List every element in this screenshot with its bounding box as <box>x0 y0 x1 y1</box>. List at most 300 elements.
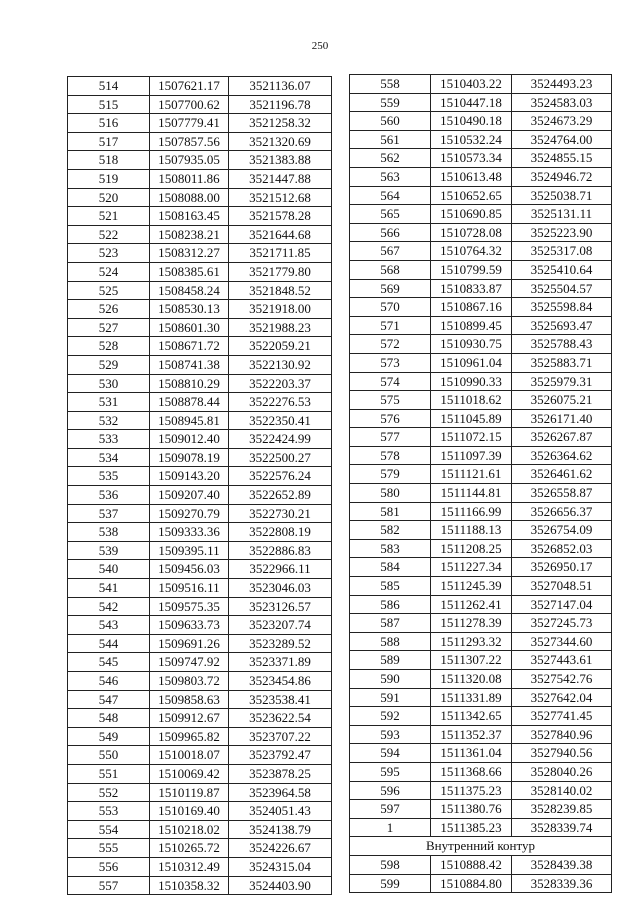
x-coordinate: 1508458.24 <box>150 281 229 300</box>
point-number: 557 <box>68 876 150 895</box>
x-coordinate: 1511045.89 <box>431 409 512 428</box>
y-coordinate: 3524403.90 <box>229 876 332 895</box>
table-row <box>350 372 612 391</box>
table-row <box>350 446 612 465</box>
point-number: 573 <box>350 353 431 372</box>
x-coordinate: 1509456.03 <box>150 560 229 579</box>
table-row <box>68 77 332 96</box>
y-coordinate: 3521779.80 <box>229 262 332 281</box>
x-coordinate: 1510899.45 <box>431 316 512 335</box>
y-coordinate: 3525317.08 <box>512 242 612 261</box>
x-coordinate: 1510403.22 <box>431 75 512 94</box>
table-row <box>68 653 332 672</box>
x-coordinate: 1508163.45 <box>150 207 229 226</box>
table-row <box>68 281 332 300</box>
point-number: 550 <box>68 746 150 765</box>
table-row <box>350 874 612 893</box>
x-coordinate: 1510961.04 <box>431 353 512 372</box>
table-row <box>350 800 612 819</box>
table-row <box>68 764 332 783</box>
y-coordinate: 3523046.03 <box>229 579 332 598</box>
x-coordinate: 1509078.19 <box>150 448 229 467</box>
point-number: 585 <box>350 577 431 596</box>
point-number: 576 <box>350 409 431 428</box>
table-row <box>68 448 332 467</box>
x-coordinate: 1511227.34 <box>431 558 512 577</box>
table-row <box>350 149 612 168</box>
table-row <box>350 707 612 726</box>
x-coordinate: 1510069.42 <box>150 764 229 783</box>
point-number: 535 <box>68 467 150 486</box>
y-coordinate: 3525693.47 <box>512 316 612 335</box>
y-coordinate: 3524855.15 <box>512 149 612 168</box>
table-row <box>68 132 332 151</box>
point-number: 515 <box>68 95 150 114</box>
point-number: 556 <box>68 857 150 876</box>
table-row <box>68 560 332 579</box>
point-number: 568 <box>350 260 431 279</box>
y-coordinate: 3523289.52 <box>229 634 332 653</box>
point-number: 523 <box>68 244 150 263</box>
y-coordinate: 3521711.85 <box>229 244 332 263</box>
x-coordinate: 1508088.00 <box>150 188 229 207</box>
point-number: 570 <box>350 298 431 317</box>
point-number: 596 <box>350 781 431 800</box>
table-row <box>350 93 612 112</box>
x-coordinate: 1510728.08 <box>431 223 512 242</box>
x-coordinate: 1509803.72 <box>150 672 229 691</box>
table-row <box>350 167 612 186</box>
table-row <box>350 409 612 428</box>
y-coordinate: 3524138.79 <box>229 820 332 839</box>
point-number: 571 <box>350 316 431 335</box>
y-coordinate: 3521578.28 <box>229 207 332 226</box>
point-number: 554 <box>68 820 150 839</box>
y-coordinate: 3522966.11 <box>229 560 332 579</box>
point-number: 546 <box>68 672 150 691</box>
y-coordinate: 3521644.68 <box>229 225 332 244</box>
x-coordinate: 1510613.48 <box>431 167 512 186</box>
table-row <box>68 300 332 319</box>
y-coordinate: 3528439.38 <box>512 855 612 874</box>
y-coordinate: 3523538.41 <box>229 690 332 709</box>
y-coordinate: 3523707.22 <box>229 727 332 746</box>
point-number: 519 <box>68 169 150 188</box>
y-coordinate: 3528140.02 <box>512 781 612 800</box>
x-coordinate: 1511307.22 <box>431 651 512 670</box>
x-coordinate: 1508312.27 <box>150 244 229 263</box>
y-coordinate: 3525598.84 <box>512 298 612 317</box>
y-coordinate: 3521447.88 <box>229 169 332 188</box>
table-row <box>350 186 612 205</box>
table-row <box>350 577 612 596</box>
x-coordinate: 1509516.11 <box>150 579 229 598</box>
table-row <box>350 595 612 614</box>
table-row <box>350 855 612 874</box>
table-row <box>68 114 332 133</box>
point-number: 577 <box>350 428 431 447</box>
x-coordinate: 1508741.38 <box>150 355 229 374</box>
y-coordinate: 3525131.11 <box>512 205 612 224</box>
table-row <box>350 391 612 410</box>
y-coordinate: 3527245.73 <box>512 614 612 633</box>
point-number: 528 <box>68 337 150 356</box>
y-coordinate: 3526558.87 <box>512 484 612 503</box>
point-number: 590 <box>350 670 431 689</box>
y-coordinate: 3528040.26 <box>512 762 612 781</box>
x-coordinate: 1510532.24 <box>431 130 512 149</box>
point-number: 541 <box>68 579 150 598</box>
y-coordinate: 3521196.78 <box>229 95 332 114</box>
point-number: 516 <box>68 114 150 133</box>
y-coordinate: 3526171.40 <box>512 409 612 428</box>
table-row <box>350 744 612 763</box>
x-coordinate: 1509575.35 <box>150 597 229 616</box>
point-number: 543 <box>68 616 150 635</box>
table-row <box>68 486 332 505</box>
y-coordinate: 3523126.57 <box>229 597 332 616</box>
table-row <box>68 616 332 635</box>
y-coordinate: 3523454.86 <box>229 672 332 691</box>
x-coordinate: 1511293.32 <box>431 632 512 651</box>
table-row <box>350 465 612 484</box>
point-number: 551 <box>68 764 150 783</box>
x-coordinate: 1511331.89 <box>431 688 512 707</box>
point-number: 578 <box>350 446 431 465</box>
x-coordinate: 1508238.21 <box>150 225 229 244</box>
y-coordinate: 3523964.58 <box>229 783 332 802</box>
table-row <box>68 820 332 839</box>
x-coordinate: 1509207.40 <box>150 486 229 505</box>
x-coordinate: 1510764.32 <box>431 242 512 261</box>
y-coordinate: 3522203.37 <box>229 374 332 393</box>
point-number: 589 <box>350 651 431 670</box>
y-coordinate: 3522808.19 <box>229 523 332 542</box>
point-number: 1 <box>350 818 431 837</box>
point-number: 540 <box>68 560 150 579</box>
x-coordinate: 1507935.05 <box>150 151 229 170</box>
point-number: 584 <box>350 558 431 577</box>
x-coordinate: 1510218.02 <box>150 820 229 839</box>
table-row <box>68 411 332 430</box>
y-coordinate: 3524226.67 <box>229 839 332 858</box>
y-coordinate: 3523207.74 <box>229 616 332 635</box>
x-coordinate: 1509333.36 <box>150 523 229 542</box>
table-row <box>68 337 332 356</box>
x-coordinate: 1510018.07 <box>150 746 229 765</box>
table-row <box>68 207 332 226</box>
x-coordinate: 1509012.40 <box>150 430 229 449</box>
x-coordinate: 1511166.99 <box>431 502 512 521</box>
point-number: 517 <box>68 132 150 151</box>
y-coordinate: 3526656.37 <box>512 502 612 521</box>
table-row <box>350 725 612 744</box>
x-coordinate: 1509143.20 <box>150 467 229 486</box>
table-row <box>68 95 332 114</box>
x-coordinate: 1510358.32 <box>150 876 229 895</box>
y-coordinate: 3521320.69 <box>229 132 332 151</box>
point-number: 563 <box>350 167 431 186</box>
x-coordinate: 1510930.75 <box>431 335 512 354</box>
y-coordinate: 3522576.24 <box>229 467 332 486</box>
point-number: 518 <box>68 151 150 170</box>
y-coordinate: 3522424.99 <box>229 430 332 449</box>
x-coordinate: 1511097.39 <box>431 446 512 465</box>
table-row <box>350 75 612 94</box>
point-number: 567 <box>350 242 431 261</box>
table-row <box>68 188 332 207</box>
y-coordinate: 3524315.04 <box>229 857 332 876</box>
point-number: 591 <box>350 688 431 707</box>
x-coordinate: 1510573.34 <box>431 149 512 168</box>
point-number: 552 <box>68 783 150 802</box>
x-coordinate: 1510690.85 <box>431 205 512 224</box>
x-coordinate: 1508671.72 <box>150 337 229 356</box>
y-coordinate: 3522350.41 <box>229 411 332 430</box>
table-row <box>350 428 612 447</box>
y-coordinate: 3524583.03 <box>512 93 612 112</box>
point-number: 530 <box>68 374 150 393</box>
table-row <box>68 225 332 244</box>
point-number: 533 <box>68 430 150 449</box>
x-coordinate: 1511278.39 <box>431 614 512 633</box>
table-row <box>350 762 612 781</box>
y-coordinate: 3522652.89 <box>229 486 332 505</box>
point-number: 564 <box>350 186 431 205</box>
y-coordinate: 3527048.51 <box>512 577 612 596</box>
x-coordinate: 1511018.62 <box>431 391 512 410</box>
x-coordinate: 1510119.87 <box>150 783 229 802</box>
table-row <box>350 353 612 372</box>
point-number: 548 <box>68 709 150 728</box>
point-number: 588 <box>350 632 431 651</box>
x-coordinate: 1511368.66 <box>431 762 512 781</box>
x-coordinate: 1511121.61 <box>431 465 512 484</box>
table-row <box>68 839 332 858</box>
table-row <box>350 335 612 354</box>
x-coordinate: 1507857.56 <box>150 132 229 151</box>
point-number: 582 <box>350 521 431 540</box>
y-coordinate: 3526075.21 <box>512 391 612 410</box>
y-coordinate: 3525788.43 <box>512 335 612 354</box>
x-coordinate: 1511208.25 <box>431 539 512 558</box>
table-row <box>350 205 612 224</box>
y-coordinate: 3524946.72 <box>512 167 612 186</box>
point-number: 547 <box>68 690 150 709</box>
point-number: 526 <box>68 300 150 319</box>
x-coordinate: 1511352.37 <box>431 725 512 744</box>
x-coordinate: 1510990.33 <box>431 372 512 391</box>
table-row <box>68 244 332 263</box>
y-coordinate: 3527443.61 <box>512 651 612 670</box>
x-coordinate: 1510265.72 <box>150 839 229 858</box>
y-coordinate: 3521512.68 <box>229 188 332 207</box>
x-coordinate: 1510652.65 <box>431 186 512 205</box>
table-row <box>68 579 332 598</box>
x-coordinate: 1511361.04 <box>431 744 512 763</box>
y-coordinate: 3523371.89 <box>229 653 332 672</box>
section-header-row <box>350 837 612 856</box>
x-coordinate: 1509633.73 <box>150 616 229 635</box>
table-row <box>350 484 612 503</box>
point-number: 586 <box>350 595 431 614</box>
x-coordinate: 1508530.13 <box>150 300 229 319</box>
point-number: 559 <box>350 93 431 112</box>
table-row <box>350 279 612 298</box>
point-number: 594 <box>350 744 431 763</box>
y-coordinate: 3527542.76 <box>512 670 612 689</box>
inner-contour-label: Внутренний контур <box>350 837 612 856</box>
table-row <box>68 151 332 170</box>
y-coordinate: 3526267.87 <box>512 428 612 447</box>
x-coordinate: 1510888.42 <box>431 855 512 874</box>
point-number: 544 <box>68 634 150 653</box>
x-coordinate: 1509858.63 <box>150 690 229 709</box>
x-coordinate: 1511342.65 <box>431 707 512 726</box>
table-row <box>68 876 332 895</box>
y-coordinate: 3522500.27 <box>229 448 332 467</box>
x-coordinate: 1510490.18 <box>431 112 512 131</box>
x-coordinate: 1508945.81 <box>150 411 229 430</box>
x-coordinate: 1508878.44 <box>150 393 229 412</box>
point-number: 555 <box>68 839 150 858</box>
y-coordinate: 3522130.92 <box>229 355 332 374</box>
x-coordinate: 1511245.39 <box>431 577 512 596</box>
x-coordinate: 1511072.15 <box>431 428 512 447</box>
table-row <box>350 316 612 335</box>
point-number: 536 <box>68 486 150 505</box>
coordinates-table-right <box>349 74 612 893</box>
table-row <box>68 430 332 449</box>
y-coordinate: 3527344.60 <box>512 632 612 651</box>
y-coordinate: 3521136.07 <box>229 77 332 96</box>
x-coordinate: 1511262.41 <box>431 595 512 614</box>
table-row <box>68 523 332 542</box>
table-row <box>68 169 332 188</box>
x-coordinate: 1509270.79 <box>150 504 229 523</box>
y-coordinate: 3528239.85 <box>512 800 612 819</box>
table-row <box>68 597 332 616</box>
y-coordinate: 3523878.25 <box>229 764 332 783</box>
y-coordinate: 3525979.31 <box>512 372 612 391</box>
point-number: 572 <box>350 335 431 354</box>
point-number: 525 <box>68 281 150 300</box>
y-coordinate: 3525038.71 <box>512 186 612 205</box>
x-coordinate: 1510867.16 <box>431 298 512 317</box>
y-coordinate: 3524051.43 <box>229 802 332 821</box>
x-coordinate: 1507621.17 <box>150 77 229 96</box>
x-coordinate: 1511385.23 <box>431 818 512 837</box>
table-row <box>68 467 332 486</box>
point-number: 597 <box>350 800 431 819</box>
point-number: 520 <box>68 188 150 207</box>
table-row <box>68 374 332 393</box>
x-coordinate: 1511320.08 <box>431 670 512 689</box>
y-coordinate: 3525883.71 <box>512 353 612 372</box>
point-number: 581 <box>350 502 431 521</box>
point-number: 583 <box>350 539 431 558</box>
point-number: 529 <box>68 355 150 374</box>
coordinates-table-left <box>67 76 332 895</box>
point-number: 560 <box>350 112 431 131</box>
y-coordinate: 3521918.00 <box>229 300 332 319</box>
y-coordinate: 3526461.62 <box>512 465 612 484</box>
y-coordinate: 3521988.23 <box>229 318 332 337</box>
table-row <box>68 541 332 560</box>
point-number: 538 <box>68 523 150 542</box>
x-coordinate: 1509747.92 <box>150 653 229 672</box>
x-coordinate: 1509691.26 <box>150 634 229 653</box>
table-row <box>68 783 332 802</box>
table-row <box>350 298 612 317</box>
table-row <box>350 260 612 279</box>
x-coordinate: 1509965.82 <box>150 727 229 746</box>
point-number: 549 <box>68 727 150 746</box>
y-coordinate: 3527147.04 <box>512 595 612 614</box>
y-coordinate: 3527741.45 <box>512 707 612 726</box>
point-number: 537 <box>68 504 150 523</box>
table-row <box>68 393 332 412</box>
y-coordinate: 3526950.17 <box>512 558 612 577</box>
y-coordinate: 3527642.04 <box>512 688 612 707</box>
y-coordinate: 3525410.64 <box>512 260 612 279</box>
y-coordinate: 3524673.29 <box>512 112 612 131</box>
point-number: 579 <box>350 465 431 484</box>
point-number: 561 <box>350 130 431 149</box>
y-coordinate: 3522059.21 <box>229 337 332 356</box>
point-number: 531 <box>68 393 150 412</box>
y-coordinate: 3522276.53 <box>229 393 332 412</box>
point-number: 580 <box>350 484 431 503</box>
y-coordinate: 3526364.62 <box>512 446 612 465</box>
y-coordinate: 3521258.32 <box>229 114 332 133</box>
x-coordinate: 1511375.23 <box>431 781 512 800</box>
point-number: 558 <box>350 75 431 94</box>
y-coordinate: 3526754.09 <box>512 521 612 540</box>
x-coordinate: 1511380.76 <box>431 800 512 819</box>
point-number: 562 <box>350 149 431 168</box>
x-coordinate: 1510884.80 <box>431 874 512 893</box>
table-row <box>350 614 612 633</box>
table-row <box>350 539 612 558</box>
table-row <box>68 727 332 746</box>
y-coordinate: 3522886.83 <box>229 541 332 560</box>
page-number: 250 <box>311 40 329 52</box>
point-number: 524 <box>68 262 150 281</box>
point-number: 587 <box>350 614 431 633</box>
point-number: 539 <box>68 541 150 560</box>
x-coordinate: 1507779.41 <box>150 114 229 133</box>
point-number: 542 <box>68 597 150 616</box>
y-coordinate: 3524493.23 <box>512 75 612 94</box>
point-number: 565 <box>350 205 431 224</box>
x-coordinate: 1508011.86 <box>150 169 229 188</box>
point-number: 527 <box>68 318 150 337</box>
table-row <box>68 634 332 653</box>
table-row <box>68 802 332 821</box>
point-number: 545 <box>68 653 150 672</box>
table-row <box>350 223 612 242</box>
x-coordinate: 1510312.49 <box>150 857 229 876</box>
x-coordinate: 1510833.87 <box>431 279 512 298</box>
x-coordinate: 1509912.67 <box>150 709 229 728</box>
table-row <box>68 746 332 765</box>
point-number: 592 <box>350 707 431 726</box>
x-coordinate: 1510447.18 <box>431 93 512 112</box>
table-row <box>68 355 332 374</box>
y-coordinate: 3526852.03 <box>512 539 612 558</box>
table-row <box>350 818 612 837</box>
